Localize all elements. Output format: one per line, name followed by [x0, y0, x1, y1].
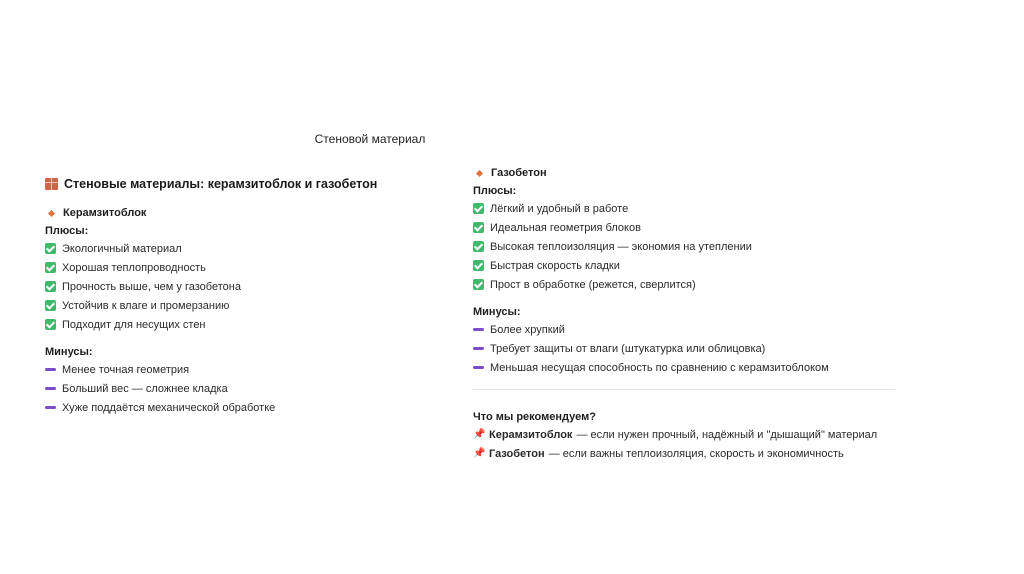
slide-title: Стеновой материал	[314, 132, 426, 146]
pro-text: Прост в обработке (режется, сверлится)	[490, 278, 696, 291]
pros-label: Плюсы:	[45, 225, 89, 237]
cons-list	[45, 360, 475, 417]
check-mark-icon	[45, 300, 56, 311]
check-mark-icon	[45, 281, 56, 292]
con-text: Менее точная геометрия	[62, 363, 190, 376]
pro-item	[473, 275, 903, 294]
con-text: Хуже поддаётся механической обработке	[62, 401, 276, 414]
con-item	[45, 360, 475, 379]
check-mark-icon	[45, 243, 56, 254]
con-text: Меньшая несущая способность по сравнению с керамзитоблоком	[490, 361, 829, 374]
check-mark-icon	[473, 260, 484, 271]
pro-text: Хорошая теплопроводность	[62, 261, 206, 274]
material-title-keramzitoblok	[45, 205, 475, 221]
con-item	[473, 320, 903, 339]
cons-label: Минусы:	[473, 306, 521, 318]
left-column	[45, 176, 475, 417]
brick-icon	[45, 178, 58, 190]
con-item	[45, 379, 475, 398]
con-text: Требует защиты от влаги (штукатурка или облицовка)	[490, 342, 766, 355]
con-text: Больший вес — сложнее кладка	[62, 382, 228, 395]
pro-text: Подходит для несущих стен	[62, 318, 206, 331]
pro-text: Высокая теплоизоляция — экономия на утеплении	[490, 240, 752, 253]
pro-item	[45, 296, 475, 315]
recommend-text: — если нужен прочный, надёжный и "дышащий" материал	[576, 428, 878, 441]
pro-item	[473, 218, 903, 237]
check-mark-icon	[473, 222, 484, 233]
recommend-item	[473, 444, 903, 463]
pro-item	[473, 237, 903, 256]
pro-text: Устойчив к влаге и промерзанию	[62, 299, 230, 312]
orange-diamond-icon	[48, 209, 55, 216]
purple-dash-icon	[473, 347, 484, 350]
pro-text: Быстрая скорость кладки	[490, 259, 620, 272]
material-title-gazobeton	[473, 165, 903, 181]
pro-item	[45, 315, 475, 334]
check-mark-icon	[45, 262, 56, 273]
cons-label: Минусы:	[45, 346, 93, 358]
con-item	[473, 339, 903, 358]
pro-item	[45, 239, 475, 258]
cons-list	[473, 320, 903, 377]
purple-dash-icon	[45, 406, 56, 409]
pros-list	[473, 199, 903, 294]
orange-diamond-icon	[476, 169, 483, 176]
check-mark-icon	[473, 203, 484, 214]
recommend-material: Керамзитоблок	[489, 428, 573, 441]
pro-item	[45, 277, 475, 296]
material-name: Газобетон	[491, 167, 547, 179]
pro-item	[473, 199, 903, 218]
purple-dash-icon	[45, 368, 56, 371]
pros-list	[45, 239, 475, 334]
check-mark-icon	[45, 319, 56, 330]
recommend-list	[473, 425, 903, 463]
pro-item	[45, 258, 475, 277]
pro-text: Идеальная геометрия блоков	[490, 221, 641, 234]
recommend-title: Что мы рекомендуем?	[473, 411, 596, 423]
con-item	[45, 398, 475, 417]
check-mark-icon	[473, 279, 484, 290]
heading-text: Стеновые материалы: керамзитоблок и газобетон	[64, 177, 378, 191]
recommend-material: Газобетон	[489, 447, 545, 460]
pro-text: Прочность выше, чем у газобетона	[62, 280, 241, 293]
con-text: Более хрупкий	[490, 323, 565, 336]
pro-text: Лёгкий и удобный в работе	[490, 202, 629, 215]
purple-dash-icon	[45, 387, 56, 390]
purple-dash-icon	[473, 328, 484, 331]
recommend-item	[473, 425, 903, 444]
section-heading	[45, 176, 475, 192]
check-mark-icon	[473, 241, 484, 252]
purple-dash-icon	[473, 366, 484, 369]
pushpin-icon: 📌	[473, 429, 486, 440]
con-item	[473, 358, 903, 377]
recommend-text: — если важны теплоизоляция, скорость и экономичность	[548, 447, 844, 460]
pro-text: Экологичный материал	[62, 242, 182, 255]
material-name: Керамзитоблок	[63, 207, 147, 219]
pro-item	[473, 256, 903, 275]
pushpin-icon: 📌	[473, 448, 486, 459]
pros-label: Плюсы:	[473, 185, 517, 197]
right-column	[473, 165, 903, 463]
